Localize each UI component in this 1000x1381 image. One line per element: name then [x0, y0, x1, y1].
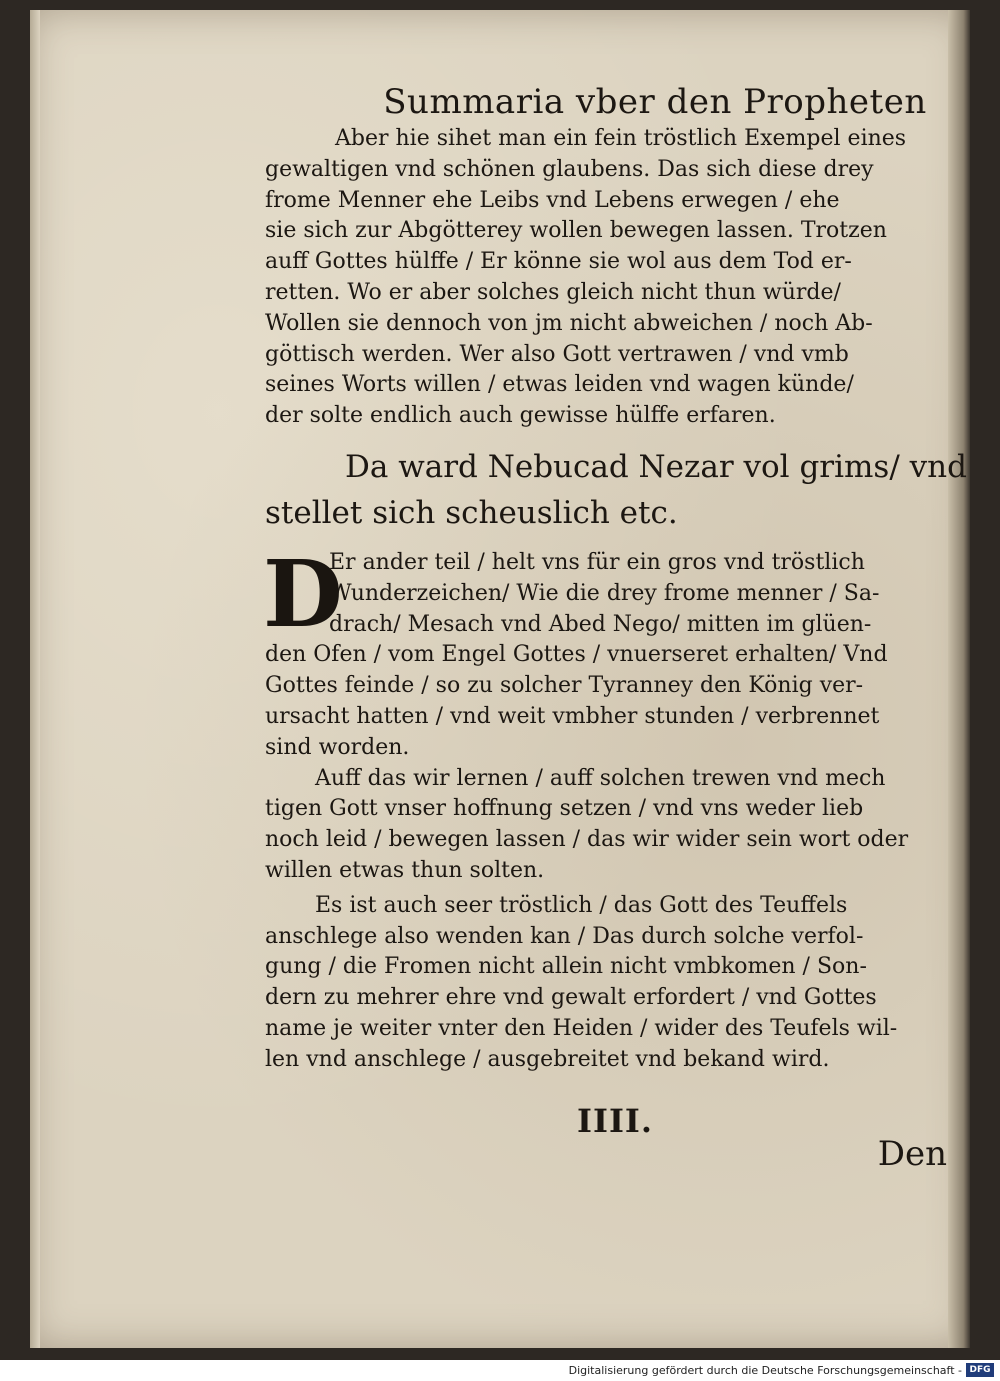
paragraph-fourth — [265, 891, 965, 1076]
text-line: gewaltigen vnd schönen glaubens. Das sich diese drey — [265, 156, 874, 182]
paragraph-example-faith — [265, 124, 965, 432]
text-line: anschlege also wenden kan / Das durch solche verfol- — [265, 923, 864, 949]
catchword: Den — [877, 1133, 947, 1174]
subheading-quote — [265, 444, 965, 536]
page-foot — [265, 1102, 965, 1172]
text-line: Wollen sie dennoch von jm nicht abweichen / noch Ab- — [265, 310, 873, 336]
text-line: tigen Gott vnser hoffnung setzen / vnd vns weder lieb — [265, 796, 864, 822]
book-page — [30, 10, 970, 1348]
text-line: Es ist auch seer tröstlich / das Gott des Teuffels — [315, 892, 848, 918]
page-left-edge — [30, 10, 40, 1348]
paragraph-third — [265, 764, 965, 887]
text-line: noch leid / bewegen lassen / das wir wider sein wort oder — [265, 827, 909, 853]
text-line: seines Worts willen / etwas leiden vnd wagen künde/ — [265, 372, 854, 398]
text-line: willen etwas thun solten. — [265, 857, 545, 883]
text-line: Auff das wir lernen / auff solchen trewen vnd mech — [315, 765, 886, 791]
text-line: der solte endlich auch gewisse hülffe erfaren. — [265, 403, 776, 429]
text-line: retten. Wo er aber solches gleich nicht thun würde/ — [265, 279, 841, 305]
text-line: den Ofen / vom Engel Gottes / vnuerseret erhalten/ Vnd — [265, 642, 888, 668]
subheading-line: Da ward Nebucad Nezar vol grims/ vnd — [345, 448, 967, 485]
signature-mark: IIII. — [577, 1101, 654, 1140]
subheading-line: stellet sich scheuslich etc. — [265, 494, 678, 531]
digitization-footer — [0, 1360, 1000, 1381]
text-line: name je weiter vnter den Heiden / wider des Teufels wil- — [265, 1015, 898, 1041]
text-line: Gottes feinde / so zu solcher Tyranney den König ver- — [265, 673, 864, 699]
text-line: Er ander teil / helt vns für ein gros vnd tröstlich — [329, 549, 865, 575]
text-line: göttisch werden. Wer also Gott vertrawen / vnd vmb — [265, 341, 849, 367]
text-line: auff Gottes hülffe / Er könne sie wol aus dem Tod er- — [265, 249, 852, 275]
text-line: sie sich zur Abgötterey wollen bewegen lassen. Trotzen — [265, 218, 887, 244]
text-line: drach/ Mesach vnd Abed Nego/ mitten im glüen- — [329, 611, 872, 637]
text-line: frome Menner ehe Leibs vnd Lebens erwegen / ehe — [265, 187, 840, 213]
text-line: gung / die Fromen nicht allein nicht vmbkomen / Son- — [265, 954, 867, 980]
text-line: Wunderzeichen/ Wie die drey frome menner / Sa- — [329, 580, 880, 606]
dfg-logo-icon: DFG — [966, 1363, 994, 1377]
paragraph-second-part — [263, 539, 965, 764]
text-line: dern zu mehrer ehre vnd gewalt erfordert / vnd Gottes — [265, 985, 877, 1011]
text-line: len vnd anschlege / ausgebreitet vnd bekand wird. — [265, 1046, 830, 1072]
decorated-initial: D — [263, 539, 343, 648]
running-header: Summaria vber den Propheten — [383, 82, 927, 122]
footer-credit: Digitalisierung gefördert durch die Deutsche Forschungsgemeinschaft - — [568, 1364, 962, 1377]
text-line: ursacht hatten / vnd weit vmbher stunden / verbrennet — [265, 703, 880, 729]
page-text-block — [265, 80, 965, 1172]
text-line: Aber hie sihet man ein fein tröstlich Exempel eines — [335, 126, 907, 151]
text-line: sind worden. — [265, 734, 410, 760]
